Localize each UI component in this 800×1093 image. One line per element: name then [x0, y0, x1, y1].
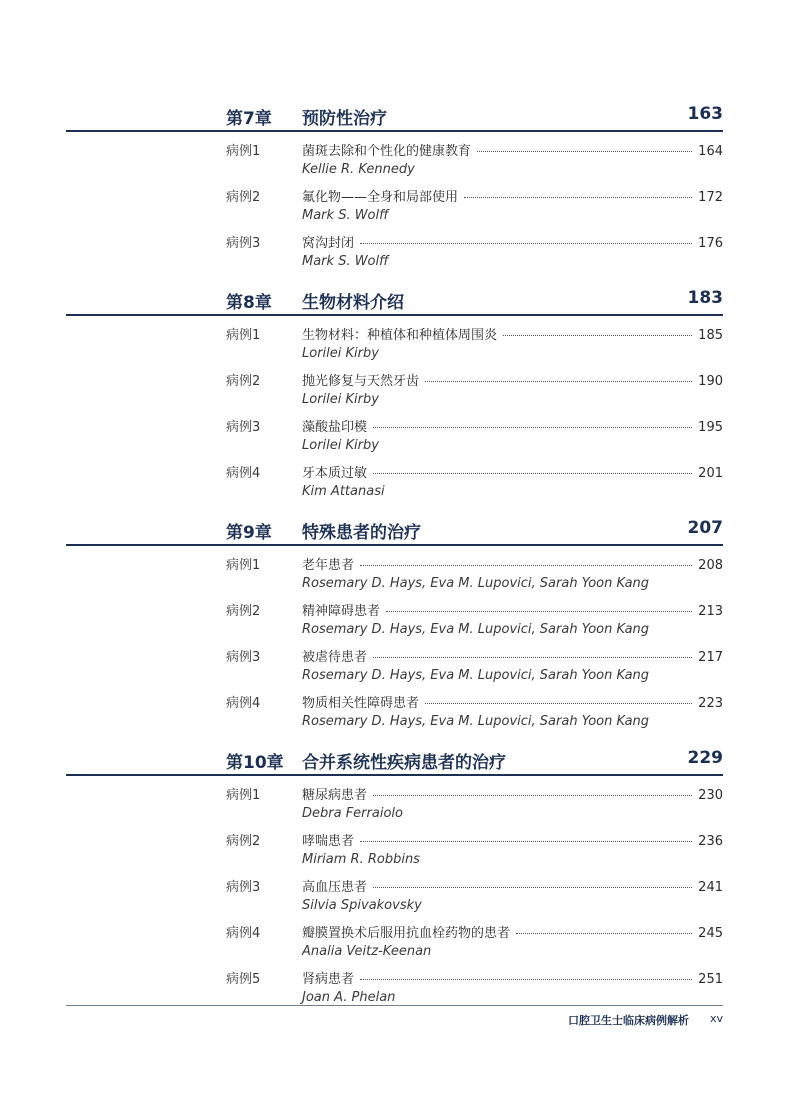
case-page-number: 172 — [698, 190, 723, 205]
case-author: Rosemary D. Hays, Eva M. Lupovici, Sarah Yoon Kang — [302, 668, 650, 683]
case-author: Joan A. Phelan — [302, 990, 396, 1005]
case-title-line — [302, 186, 723, 205]
case-list — [0, 320, 800, 504]
footer-page-number: xv — [709, 1012, 723, 1025]
case-title: 高血压患者 — [302, 880, 368, 895]
case-title-line — [302, 830, 723, 849]
case-author: Lorilei Kirby — [302, 438, 379, 453]
case-label: 病例4 — [226, 696, 261, 711]
case-label: 病例1 — [226, 788, 261, 803]
case-author: Silvia Spivakovsky — [302, 898, 422, 913]
case-author: Mark S. Wolff — [302, 254, 389, 269]
case-entry — [0, 182, 800, 228]
case-label: 病例2 — [226, 604, 261, 619]
dot-leader — [373, 427, 692, 428]
case-label: 病例4 — [226, 926, 261, 941]
chapter-number: 第7章 — [226, 109, 272, 129]
footer-book-title: 口腔卫生士临床病例解析 — [568, 1014, 689, 1027]
chapter-section — [0, 100, 800, 274]
case-label: 病例2 — [226, 834, 261, 849]
case-list — [0, 550, 800, 734]
chapter-heading — [66, 744, 723, 776]
case-label: 病例3 — [226, 880, 261, 895]
chapter-heading — [66, 514, 723, 546]
chapter-title: 特殊患者的治疗 — [302, 523, 421, 543]
case-list — [0, 780, 800, 1010]
chapter-title: 合并系统性疾病患者的治疗 — [302, 753, 506, 773]
case-title-line — [302, 876, 723, 895]
dot-leader — [360, 243, 692, 244]
case-entry — [0, 826, 800, 872]
case-entry — [0, 642, 800, 688]
case-entry — [0, 964, 800, 1010]
dot-leader — [373, 887, 692, 888]
dot-leader — [425, 381, 692, 382]
case-title: 菌斑去除和个性化的健康教育 — [302, 144, 472, 159]
case-title-line — [302, 646, 723, 665]
case-label: 病例2 — [226, 374, 261, 389]
case-author: Lorilei Kirby — [302, 346, 379, 361]
case-entry — [0, 136, 800, 182]
case-label: 病例3 — [226, 420, 261, 435]
case-entry — [0, 780, 800, 826]
case-entry — [0, 228, 800, 274]
case-title: 生物材料：种植体和种植体周围炎 — [302, 328, 498, 343]
case-title-line — [302, 784, 723, 803]
case-title-line — [302, 692, 723, 711]
chapter-page-number: 207 — [687, 518, 723, 538]
case-entry — [0, 366, 800, 412]
case-author: Rosemary D. Hays, Eva M. Lupovici, Sarah Yoon Kang — [302, 714, 650, 729]
dot-leader — [360, 979, 692, 980]
case-page-number: 223 — [698, 696, 723, 711]
case-title-line — [302, 416, 723, 435]
case-page-number: 208 — [698, 558, 723, 573]
case-author: Lorilei Kirby — [302, 392, 379, 407]
chapter-heading — [66, 100, 723, 132]
chapter-title: 预防性治疗 — [302, 109, 387, 129]
case-title: 糖尿病患者 — [302, 788, 368, 803]
case-page-number: 185 — [698, 328, 723, 343]
dot-leader — [386, 611, 692, 612]
case-title: 物质相关性障碍患者 — [302, 696, 420, 711]
table-of-contents — [0, 100, 800, 1020]
page-footer — [66, 1005, 723, 1030]
case-author: Rosemary D. Hays, Eva M. Lupovici, Sarah Yoon Kang — [302, 576, 650, 591]
case-title-line — [302, 232, 723, 251]
chapter-section — [0, 744, 800, 1010]
chapter-section — [0, 284, 800, 504]
case-entry — [0, 688, 800, 734]
case-page-number: 213 — [698, 604, 723, 619]
chapter-page-number: 229 — [687, 748, 723, 768]
case-title-line — [302, 554, 723, 573]
case-title: 哮喘患者 — [302, 834, 355, 849]
case-title: 肾病患者 — [302, 972, 355, 987]
case-title: 瓣膜置换术后服用抗血栓药物的患者 — [302, 926, 511, 941]
dot-leader — [360, 841, 692, 842]
case-page-number: 241 — [698, 880, 723, 895]
case-author: Analia Veitz-Keenan — [302, 944, 432, 959]
dot-leader — [360, 565, 692, 566]
case-page-number: 164 — [698, 144, 723, 159]
case-page-number: 201 — [698, 466, 723, 481]
case-title: 抛光修复与天然牙齿 — [302, 374, 420, 389]
dot-leader — [373, 657, 692, 658]
case-author: Debra Ferraiolo — [302, 806, 403, 821]
case-label: 病例1 — [226, 558, 261, 573]
case-page-number: 251 — [698, 972, 723, 987]
chapter-title: 生物材料介绍 — [302, 293, 404, 313]
case-list — [0, 136, 800, 274]
case-page-number: 190 — [698, 374, 723, 389]
case-author: Miriam R. Robbins — [302, 852, 420, 867]
case-title: 藻酸盐印模 — [302, 420, 368, 435]
case-title-line — [302, 370, 723, 389]
case-title-line — [302, 922, 723, 941]
case-author: Mark S. Wolff — [302, 208, 389, 223]
case-entry — [0, 872, 800, 918]
case-page-number: 195 — [698, 420, 723, 435]
dot-leader — [477, 151, 692, 152]
case-title-line — [302, 600, 723, 619]
case-title-line — [302, 140, 723, 159]
dot-leader — [425, 703, 692, 704]
case-label: 病例4 — [226, 466, 261, 481]
case-label: 病例3 — [226, 236, 261, 251]
chapter-section — [0, 514, 800, 734]
case-page-number: 230 — [698, 788, 723, 803]
chapter-page-number: 183 — [687, 288, 723, 308]
dot-leader — [464, 197, 692, 198]
case-entry — [0, 550, 800, 596]
case-author: Kellie R. Kennedy — [302, 162, 415, 177]
case-page-number: 176 — [698, 236, 723, 251]
dot-leader — [516, 933, 692, 934]
chapter-number: 第9章 — [226, 523, 272, 543]
dot-leader — [373, 473, 692, 474]
case-page-number: 217 — [698, 650, 723, 665]
dot-leader — [503, 335, 692, 336]
case-label: 病例3 — [226, 650, 261, 665]
case-title-line — [302, 324, 723, 343]
case-entry — [0, 412, 800, 458]
case-title: 氟化物——全身和局部使用 — [302, 190, 459, 205]
case-author: Rosemary D. Hays, Eva M. Lupovici, Sarah Yoon Kang — [302, 622, 650, 637]
chapter-heading — [66, 284, 723, 316]
case-entry — [0, 918, 800, 964]
case-title-line — [302, 968, 723, 987]
case-title: 被虐待患者 — [302, 650, 368, 665]
case-entry — [0, 458, 800, 504]
case-label: 病例2 — [226, 190, 261, 205]
case-label: 病例5 — [226, 972, 261, 987]
case-title: 牙本质过敏 — [302, 466, 368, 481]
chapter-number: 第8章 — [226, 293, 272, 313]
case-title-line — [302, 462, 723, 481]
case-entry — [0, 320, 800, 366]
case-label: 病例1 — [226, 144, 261, 159]
case-label: 病例1 — [226, 328, 261, 343]
dot-leader — [373, 795, 692, 796]
case-title: 精神障碍患者 — [302, 604, 381, 619]
case-page-number: 236 — [698, 834, 723, 849]
chapter-number: 第10章 — [226, 753, 284, 773]
chapter-page-number: 163 — [687, 104, 723, 124]
case-author: Kim Attanasi — [302, 484, 385, 499]
case-entry — [0, 596, 800, 642]
case-page-number: 245 — [698, 926, 723, 941]
case-title: 老年患者 — [302, 558, 355, 573]
case-title: 窝沟封闭 — [302, 236, 355, 251]
